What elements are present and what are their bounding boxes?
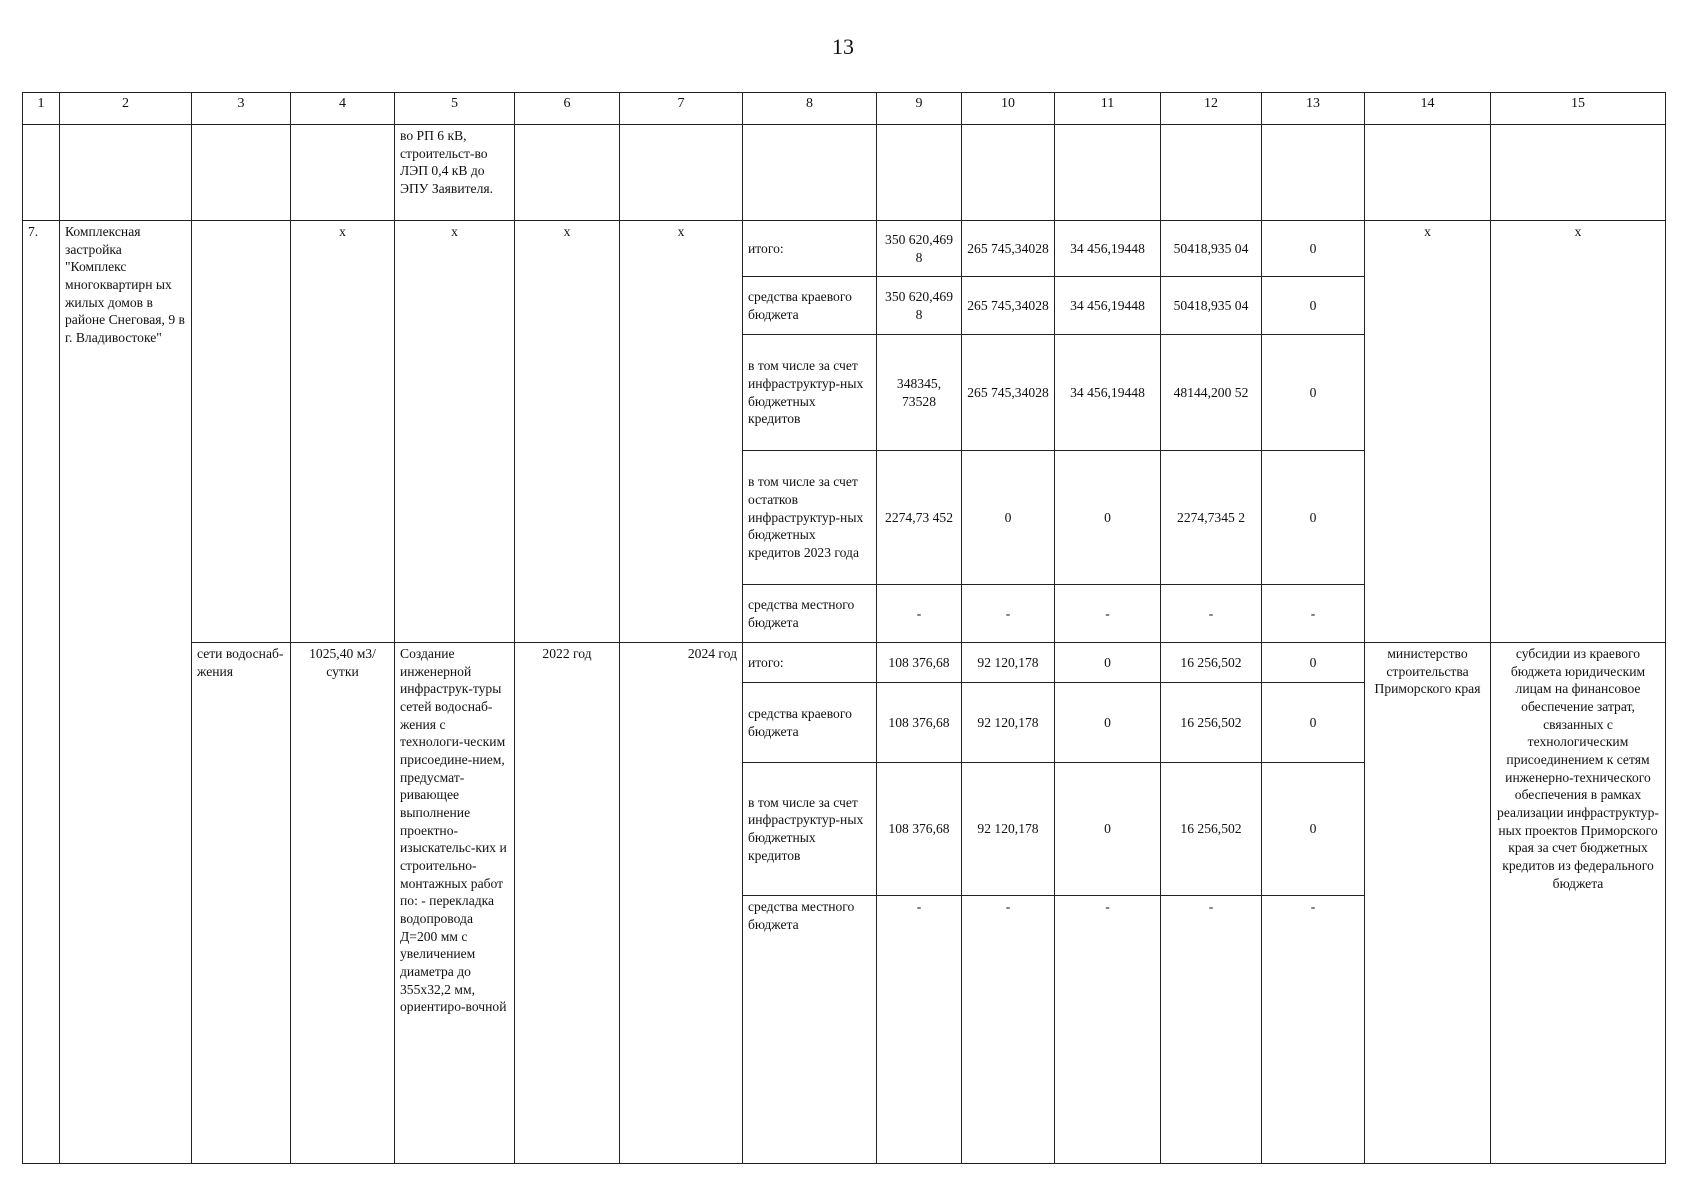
funding-label: средства местного бюджета: [743, 585, 877, 643]
value-c9: 108 376,68: [877, 683, 962, 763]
responsible-executor: министерство строительства Приморского края: [1365, 643, 1491, 1164]
value-c11: 34 456,19448: [1055, 221, 1161, 277]
value-c9: 108 376,68: [877, 643, 962, 683]
col-num-5: 5: [395, 93, 515, 125]
value-c9: 350 620,469 8: [877, 277, 962, 335]
value-c9: -: [877, 896, 962, 1164]
value-c11: -: [1055, 896, 1161, 1164]
item7-total-row: [23, 221, 1666, 277]
work-description: Создание инженерной инфраструк-туры сетей водоснаб-жения с технологи-ческим присоедине-нием, предусмат-ривающее выполнение проектно-изыскательс-ких и строительно-монтажных работ по: - перекладка водопровода Д=200 мм с увеличением диаметра до 355х32,2 мм, ориентиро-вочной: [395, 643, 515, 1164]
funding-label: средства местного бюджета: [743, 896, 877, 1164]
financing-note: субсидии из краевого бюджета юридическим лицам на финансовое обеспечение затрат, связанных с технологическим присоединением к сетям инженерно-технического обеспечения в рамках реализации инфраструктур-ных проектов Приморского края за счет бюджетных кредитов из федерального бюджета: [1491, 643, 1666, 1164]
capacity: 1025,40 м3/сутки: [291, 643, 395, 1164]
funding-label: итого:: [743, 221, 877, 277]
value-c13: -: [1262, 585, 1365, 643]
start-year: 2022 год: [515, 643, 620, 1164]
value-c13: 0: [1262, 335, 1365, 451]
value-c9: 350 620,469 8: [877, 221, 962, 277]
col-num-9: 9: [877, 93, 962, 125]
funding-label: в том числе за счет остатков инфраструктур-ных бюджетных кредитов 2023 года: [743, 451, 877, 585]
col-num-7: 7: [620, 93, 743, 125]
value-c11: 0: [1055, 643, 1161, 683]
col-num-6: 6: [515, 93, 620, 125]
cell-x: х: [620, 221, 743, 643]
water-total-row: [23, 643, 1666, 683]
value-c13: -: [1262, 896, 1365, 1164]
value-c11: 34 456,19448: [1055, 277, 1161, 335]
col-num-11: 11: [1055, 93, 1161, 125]
value-c10: 265 745,34028: [962, 335, 1055, 451]
value-c10: -: [962, 896, 1055, 1164]
value-c12: 48144,200 52: [1161, 335, 1262, 451]
value-c9: 2274,73 452: [877, 451, 962, 585]
funding-label: средства краевого бюджета: [743, 683, 877, 763]
value-c10: -: [962, 585, 1055, 643]
funding-label: итого:: [743, 643, 877, 683]
value-c10: 265 745,34028: [962, 221, 1055, 277]
col-num-13: 13: [1262, 93, 1365, 125]
value-c13: 0: [1262, 763, 1365, 896]
value-c9: -: [877, 585, 962, 643]
value-c13: 0: [1262, 277, 1365, 335]
col-num-15: 15: [1491, 93, 1666, 125]
value-c10: 92 120,178: [962, 683, 1055, 763]
value-c12: -: [1161, 585, 1262, 643]
col-num-14: 14: [1365, 93, 1491, 125]
value-c12: 16 256,502: [1161, 643, 1262, 683]
value-c12: 16 256,502: [1161, 763, 1262, 896]
value-c11: 0: [1055, 763, 1161, 896]
cell-x: х: [1365, 221, 1491, 643]
value-c13: 0: [1262, 643, 1365, 683]
value-c11: 34 456,19448: [1055, 335, 1161, 451]
page-number: 13: [832, 34, 854, 59]
value-c10: 92 120,178: [962, 763, 1055, 896]
value-c9: 108 376,68: [877, 763, 962, 896]
value-c13: 0: [1262, 451, 1365, 585]
col-num-4: 4: [291, 93, 395, 125]
value-c10: 92 120,178: [962, 643, 1055, 683]
funding-label: в том числе за счет инфраструктур-ных бюджетных кредитов: [743, 335, 877, 451]
value-c10: 265 745,34028: [962, 277, 1055, 335]
item-number: 7.: [23, 221, 60, 1164]
continuation-row: [23, 125, 1666, 221]
value-c11: 0: [1055, 683, 1161, 763]
col-num-2: 2: [60, 93, 192, 125]
funding-label: средства краевого бюджета: [743, 277, 877, 335]
col-num-12: 12: [1161, 93, 1262, 125]
funding-label: в том числе за счет инфраструктур-ных бюджетных кредитов: [743, 763, 877, 896]
continuation-text: во РП 6 кВ, строительст-во ЛЭП 0,4 кВ до ЭПУ Заявителя.: [395, 125, 515, 221]
cell-x: х: [395, 221, 515, 643]
value-c12: 50418,935 04: [1161, 221, 1262, 277]
col-num-3: 3: [192, 93, 291, 125]
value-c12: 16 256,502: [1161, 683, 1262, 763]
end-year: 2024 год: [620, 643, 743, 1164]
value-c9: 348345, 73528: [877, 335, 962, 451]
object-name: Комплексная застройка "Комплекс многоквартирн ых жилых домов в районе Снеговая, 9 в г. Владивостоке": [60, 221, 192, 1164]
col-num-8: 8: [743, 93, 877, 125]
col-num-1: 1: [23, 93, 60, 125]
value-c13: 0: [1262, 221, 1365, 277]
network-type: сети водоснаб-жения: [192, 643, 291, 1164]
value-c12: -: [1161, 896, 1262, 1164]
cell-x: х: [515, 221, 620, 643]
value-c12: 50418,935 04: [1161, 277, 1262, 335]
col-num-10: 10: [962, 93, 1055, 125]
value-c11: -: [1055, 585, 1161, 643]
value-c10: 0: [962, 451, 1055, 585]
cell-x: х: [291, 221, 395, 643]
value-c11: 0: [1055, 451, 1161, 585]
cell-x: х: [1491, 221, 1666, 643]
program-table: [22, 92, 1666, 1164]
value-c13: 0: [1262, 683, 1365, 763]
column-number-row: [23, 93, 1666, 125]
value-c12: 2274,7345 2: [1161, 451, 1262, 585]
